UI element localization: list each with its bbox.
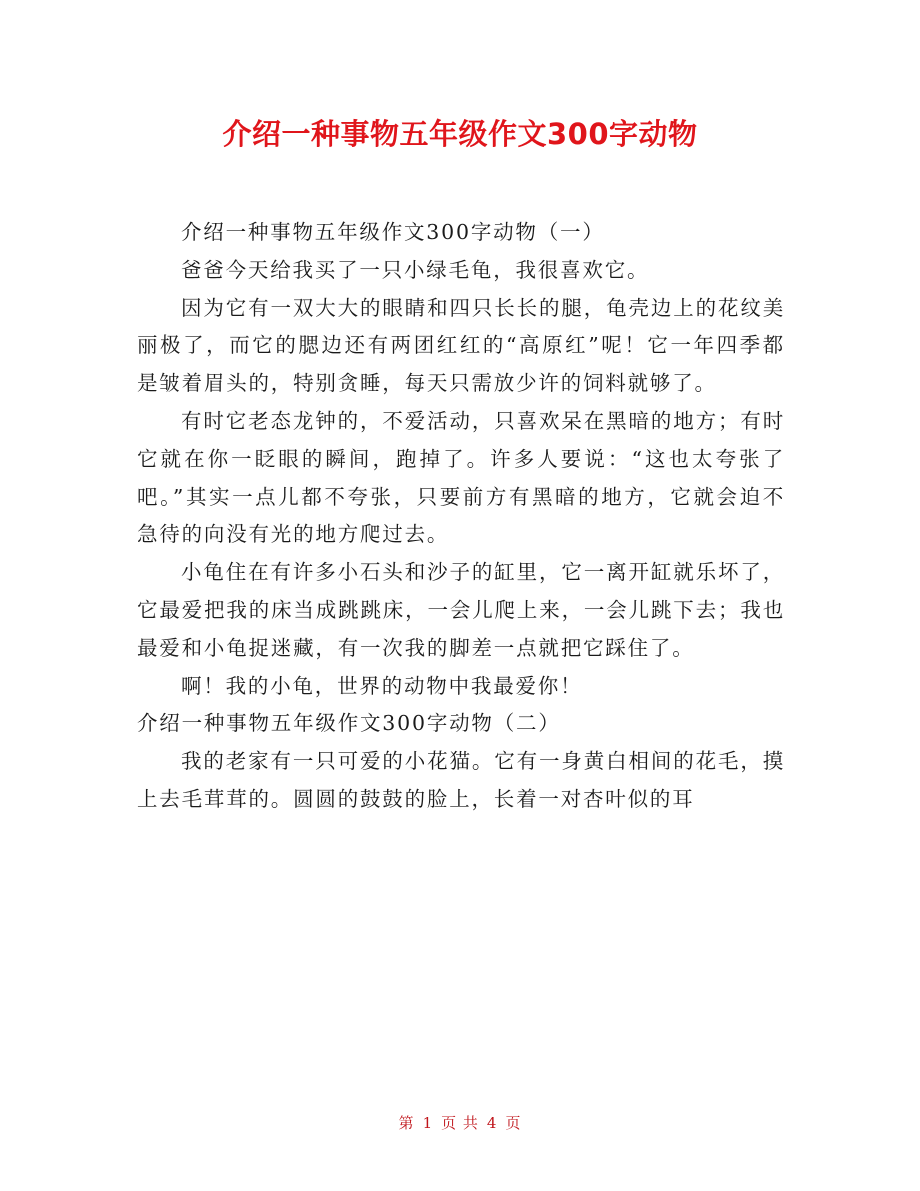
document-title: 介绍一种事物五年级作文300字动物 [222, 117, 698, 151]
paragraph: 啊！我的小龟，世界的动物中我最爱你！ [181, 673, 583, 698]
footer-current-page: 1 [422, 1114, 434, 1132]
footer-prefix: 第 [398, 1114, 415, 1132]
footer-total-pages: 4 [486, 1114, 498, 1132]
paragraph: 小龟住在有许多小石头和沙子的缸里，它一离开缸就乐坏了，它最爱把我的床当成跳跳床，一会儿爬上来，一会儿跳下去；我也最爱和小龟捉迷藏，有一次我的脚差一点就把它踩住了。 [137, 560, 785, 660]
footer-mid: 页 共 [441, 1114, 479, 1132]
section-heading-one: 介绍一种事物五年级作文300字动物（一） [181, 220, 605, 244]
paragraph: 爸爸今天给我买了一只小绿毛龟，我很喜欢它。 [181, 257, 650, 282]
paragraph: 因为它有一双大大的眼睛和四只长长的腿，龟壳边上的花纹美丽极了，而它的腮边还有两团红红的“高原红”呢！它一年四季都是皱着眉头的，特别贪睡，每天只需放少许的饲料就够了。 [137, 295, 785, 396]
document-body [137, 214, 785, 819]
page-footer [0, 1112, 920, 1133]
section-heading-two: 介绍一种事物五年级作文300字动物（二） [137, 711, 561, 736]
paragraph: 我的老家有一只可爱的小花猫。它有一身黄白相间的花毛，摸上去毛茸茸的。圆圆的鼓鼓的脸上，长着一对杏叶似的耳 [137, 749, 785, 811]
footer-suffix: 页 [505, 1114, 522, 1132]
paragraph: 有时它老态龙钟的，不爱活动，只喜欢呆在黑暗的地方；有时它就在你一眨眼的瞬间，跑掉了。许多人要说：“这也太夸张了吧。”其实一点儿都不夸张，只要前方有黑暗的地方，它就会迫不急待的向没有光的地方爬过去。 [137, 408, 785, 547]
